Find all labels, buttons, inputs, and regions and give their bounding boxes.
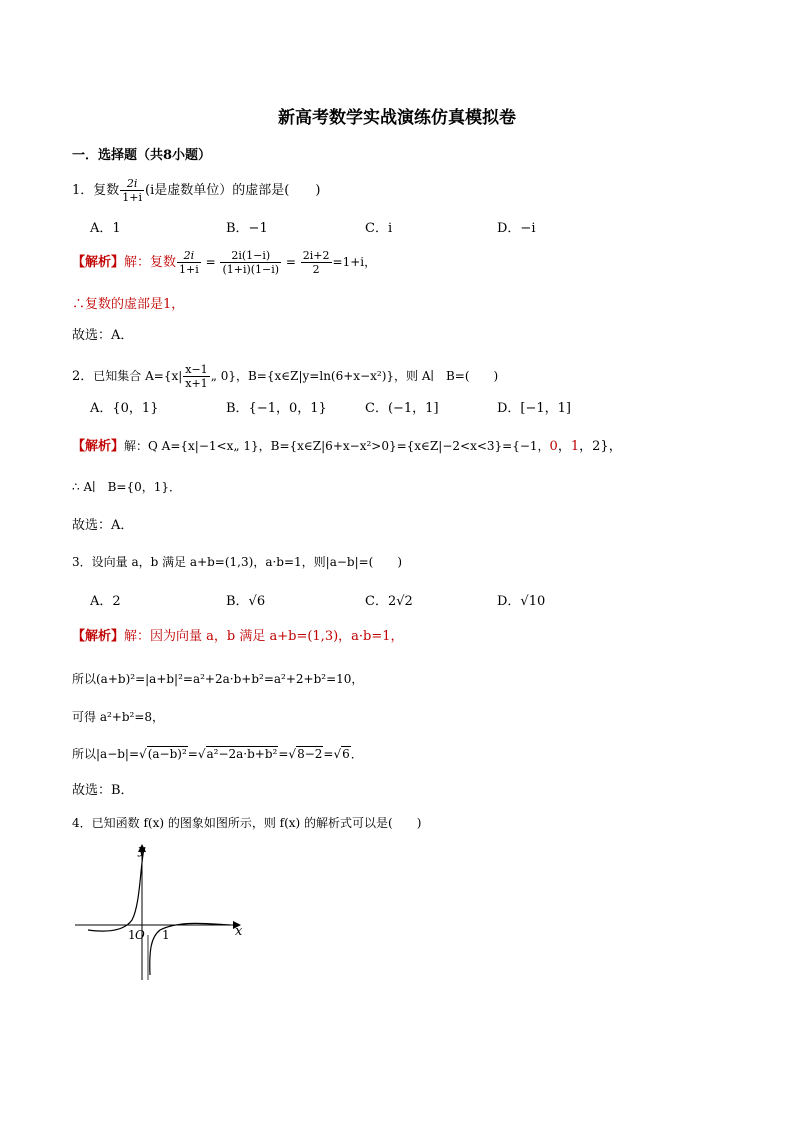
q2-solution: 【解析】解：Q A={x|−1<x„ 1}，B={x∈Z|6+x−x²>0}={x∈Z|−2<x<3}={−1，0，1，2}， <box>72 439 622 454</box>
q3-solution-line2: 所以(a+b)²=|a+b|²=a²+2a·b+b²=a²+2+b²=10， <box>72 672 364 686</box>
question-2: 2．已知集合 A={x| $\frac{x-1}{x+1}$ „ 0}，B={x∈Z|y=ln(6+x−x²)}，则 A∣ B=( ) <box>72 363 499 390</box>
page-title: 新高考数学实战演练仿真模拟卷 <box>278 108 516 128</box>
q1-solution: 【解析】解：复数 $\frac{2i}{1+i}$ = $\frac{2i(1-i)}{(1+i)(1-i)}$ = $\frac{2i+2}{2}$ =1+i， <box>72 249 377 276</box>
x-axis-label: x <box>235 924 243 939</box>
q1-answer: 故选：A． <box>72 328 134 343</box>
q3-solution: 【解析】解：因为向量 a，b 满足 a+b=(1,3)，a·b=1， <box>72 629 404 644</box>
q3-option-d[interactable]: D．√10 <box>497 594 546 609</box>
q1-option-a[interactable]: A．1 <box>90 221 121 236</box>
analysis-label: 【解析】 <box>72 255 125 270</box>
q2-answer: 故选：A． <box>72 518 134 533</box>
q3-answer: 故选：B． <box>72 783 134 798</box>
tick-neg-one: 1 <box>128 928 136 942</box>
section-heading: 一．选择题（共8小题） <box>72 148 212 163</box>
q3-option-b[interactable]: B．√6 <box>226 594 266 609</box>
y-axis-label: y <box>138 843 146 858</box>
question-3: 3．设向量 a，b 满足 a+b=(1,3)，a·b=1，则|a−b|=( ) <box>72 555 403 569</box>
curve-left-branch <box>88 848 144 931</box>
q2-option-c[interactable]: C．(−1，1] <box>365 401 439 416</box>
question-4: 4．已知函数 f(x) 的图象如图所示，则 f(x) 的解析式可以是( ) <box>72 816 422 830</box>
origin-label: O <box>135 928 145 942</box>
q2-option-a[interactable]: A．{0，1} <box>90 401 159 416</box>
q2-solution-line2: ∴ A∣ B={0，1}． <box>72 480 182 494</box>
q2-option-b[interactable]: B．{−1，0，1} <box>226 401 327 416</box>
q3-option-a[interactable]: A．2 <box>90 594 121 609</box>
q3-option-c[interactable]: C．2√2 <box>365 594 413 609</box>
q1-option-c[interactable]: C．i <box>365 221 393 236</box>
tick-one: 1 <box>162 928 170 942</box>
q3-solution-line4: 所以|a−b|=√(a−b)²=√a²−2a·b+b²=√8−2=√6． <box>72 747 363 761</box>
q1-solution-line2: ∴复数的虚部是1， <box>72 297 185 312</box>
function-graph <box>70 840 260 985</box>
q1-option-d[interactable]: D．−i <box>497 221 536 236</box>
fraction: $\frac{2i}{1+i}$ <box>122 177 143 204</box>
q1-option-b[interactable]: B．−1 <box>226 221 268 236</box>
question-1: 1．复数 $\frac{2i}{1+i}$ (i是虚数单位）的虚部是( ) <box>72 177 321 204</box>
q2-option-d[interactable]: D．[−1，1] <box>497 401 572 416</box>
q3-solution-line3: 可得 a²+b²=8， <box>72 710 165 724</box>
